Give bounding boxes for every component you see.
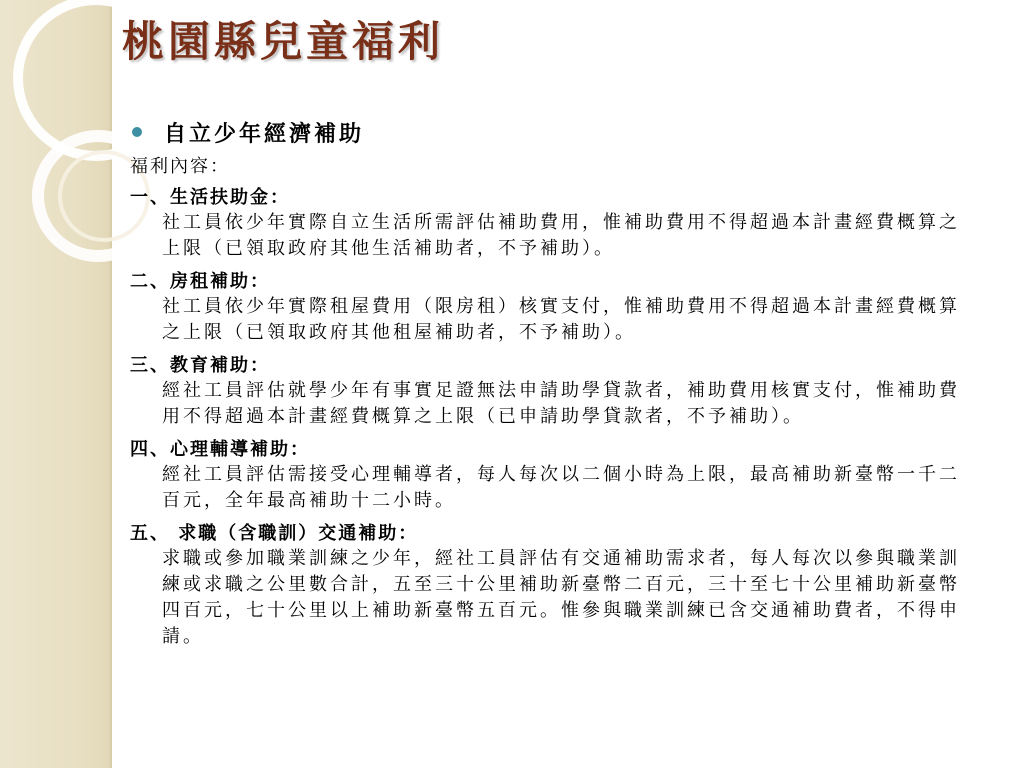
benefit-item-text: 經社工員評估需接受心理輔導者，每人每次以二個小時為上限，最高補助新臺幣一千二百元，全年最高補助十二小時。: [162, 464, 960, 511]
bullet-icon: [132, 127, 142, 137]
benefit-item: [130, 522, 980, 650]
benefit-item: [130, 270, 980, 346]
section-heading: 自立少年經濟補助: [164, 120, 365, 147]
benefit-item: [130, 438, 980, 514]
section-heading-row: [130, 112, 980, 152]
benefit-item-label: 四、心理輔導補助：: [130, 439, 310, 460]
benefit-item-label: 二、房租補助：: [130, 271, 270, 292]
benefit-item-label: 一、生活扶助金：: [130, 187, 290, 208]
intro-text: 福利內容：: [130, 156, 230, 177]
benefit-item-text: 求職或參加職業訓練之少年，經社工員評估有交通補助需求者，每人每次以參與職業訓練或求職之公里數合計，五至三十公里補助新臺幣二百元，三十至七十公里補助新臺幣四百元，七十公里以上補助新臺幣五百元。惟參與職業訓練已含交通補助費者，不得申請。: [162, 548, 960, 647]
slide-content: [130, 112, 980, 658]
benefit-item-text: 社工員依少年實際租屋費用（限房租）核實支付，惟補助費用不得超過本計畫經費概算之上限（已領取政府其他租屋補助者，不予補助）。: [162, 296, 960, 343]
benefit-item-text: 經社工員評估就學少年有事實足證無法申請助學貸款者，補助費用核實支付，惟補助費用不得超過本計畫經費概算之上限（已申請助學貸款者，不予補助）。: [162, 380, 960, 427]
slide-title: 桃園縣兒童福利: [122, 17, 445, 66]
benefit-item-label: 五、 求職（含職訓）交通補助：: [130, 523, 419, 544]
benefit-item: [130, 354, 980, 430]
benefit-item-text: 社工員依少年實際自立生活所需評估補助費用，惟補助費用不得超過本計畫經費概算之上限（已領取政府其他生活補助者，不予補助）。: [162, 212, 960, 259]
benefit-item: [130, 186, 980, 262]
benefit-item-label: 三、教育補助：: [130, 355, 270, 376]
